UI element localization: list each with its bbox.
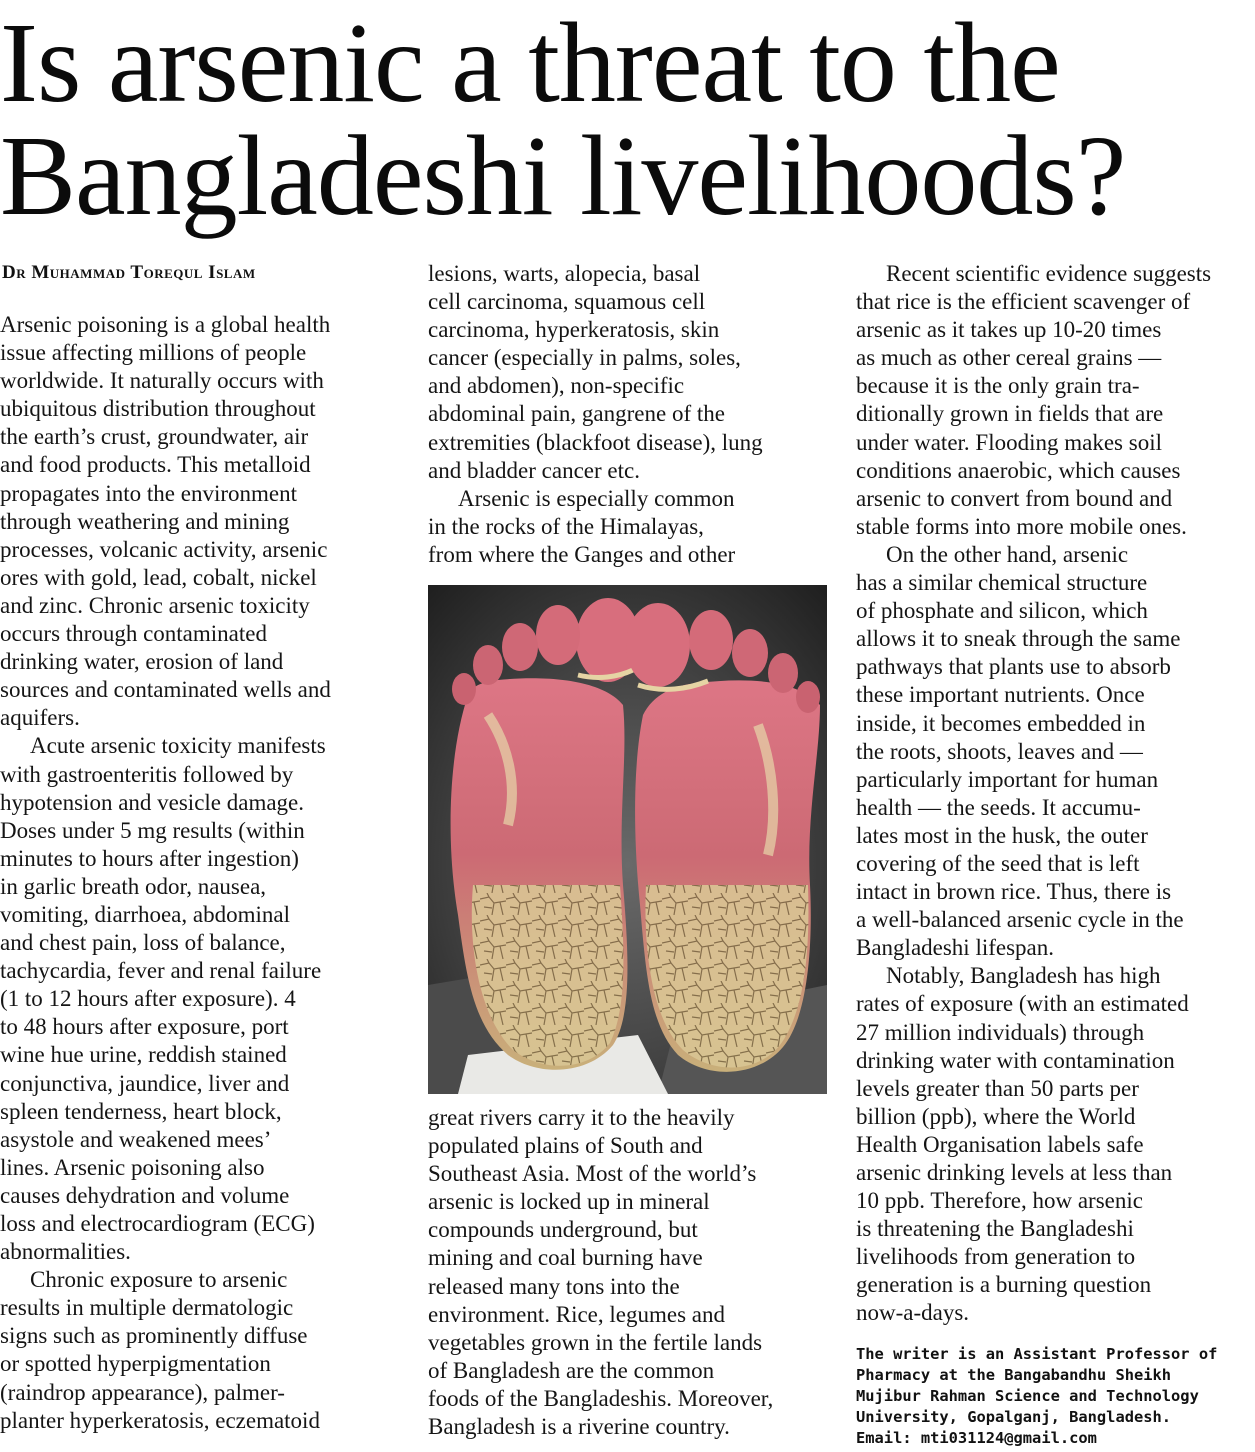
paragraph-acute-toxicity: Acute arsenic toxicity manifests with gastroenteritis followed by hypotension and vesicle damage. Doses under 5 mg results (within minutes to hours after ingestion) in garlic breath odor, nausea, vomiting, diarrhoea, abdominal and chest pain, loss of balance, tachycardia, fever and renal failure (1 to 12 hours after exposure). 4 to 48 hours after exposure, port wine hue urine, reddish stained conjunctiva, jaundice, liver and spleen tenderness, heart block, asystole and weakened mees’ lines. Arsenic poisoning also causes dehydration and volume loss and electrocardiogram (ECG) abnormalities. (0, 733, 326, 1265)
paragraph-chronic-continued: lesions, warts, alopecia, basal cell carcinoma, squamous cell carcinoma, hyperkeratosis, skin cancer (especially in palms, soles, and abdomen), non-specific abdominal pain, gangrene of the extremities (blackfoot disease), lung and bladder cancer etc. (428, 261, 763, 483)
paragraph-rivers: great rivers carry it to the heavily populated plains of South and Southeast Asia. Most of the world’s arsenic is locked up in mineral compounds underground, but mining and coal burning have released many tons into the environment. Rice, legumes and vegetables grown in the fertile lands of Bangladesh are the common foods of the Bangladeshis. Moreover, Bangladesh is a riverine country. (428, 1105, 774, 1440)
article-column-2-top (428, 260, 848, 569)
article-column-3 (856, 260, 1255, 1328)
paragraph-exposure-rates: Notably, Bangladesh has high rates of exposure (with an estimated 27 million individuals) through drinking water with contamination levels greater than 50 parts per billion (ppb), where the World Health Organisation labels safe arsenic drinking levels at less than 10 ppb. Therefore, how arsenic is threatening the Bangladeshi livelihoods from generation to generation is a burning question now-a-days. (856, 963, 1189, 1326)
paragraph-chronic-exposure: Chronic exposure to arsenic results in multiple dermatologic signs such as prominently diffuse or spotted hyperpigmentation (raindrop appearance), palmer- planter hyperkeratosis, eczematoid (0, 1267, 320, 1433)
paragraph-rice-evidence: Recent scientific evidence suggests that rice is the efficient scavenger of arsenic as it takes up 10-20 times as much as other cereal grains — because it is the only grain tra- ditionally grown in fields that are under water. Flooding makes soil conditions anaerobic, which causes arsenic to convert from bound and stable forms into more mobile ones. (856, 261, 1212, 539)
article-column-2-bottom (428, 1104, 848, 1441)
paragraph-himalayas: Arsenic is especially common in the rocks of the Himalayas, from where the Ganges and other (428, 485, 736, 567)
photo-arsenic-feet (428, 585, 827, 1094)
paragraph-intro: Arsenic poisoning is a global health issue affecting millions of people worldwide. It naturally occurs with ubiquitous distribution throughout the earth’s crust, groundwater, air and food products. This metalloid propagates into the environment through weathering and mining processes, volcanic activity, arsenic ores with gold, lead, cobalt, nickel and zinc. Chronic arsenic toxicity occurs through contaminated drinking water, erosion of land sources and contaminated wells and aquifers. (0, 312, 331, 731)
headline-line-1: Is arsenic a threat to the (0, 0, 1060, 126)
article-column-1 (0, 311, 420, 1435)
writer-note: The writer is an Assistant Professor of Pharmacy at the Bangabandhu Sheikh Mujibur Rahman Science and Technology University, Gopalganj, Bangladesh. Email: mti031124@gmail.com (856, 1345, 1218, 1447)
paragraph-chemical-structure: On the other hand, arsenic has a similar chemical structure of phosphate and silicon, which allows it to sneak through the same pathways that plants use to absorb these important nutrients. Once inside, it becomes embedded in the roots, shoots, leaves and — particularly important for human health — the seeds. It accumu- lates most in the husk, the outer covering of the seed that is left intact in brown rice. Thus, there is a well-balanced arsenic cycle in the Bangladeshi lifespan. (856, 541, 1184, 961)
byline: Dr Muhammad Torequl Islam (2, 262, 256, 283)
headline (0, 0, 1255, 239)
headline-line-2: Bangladeshi livelihoods? (0, 112, 1126, 239)
